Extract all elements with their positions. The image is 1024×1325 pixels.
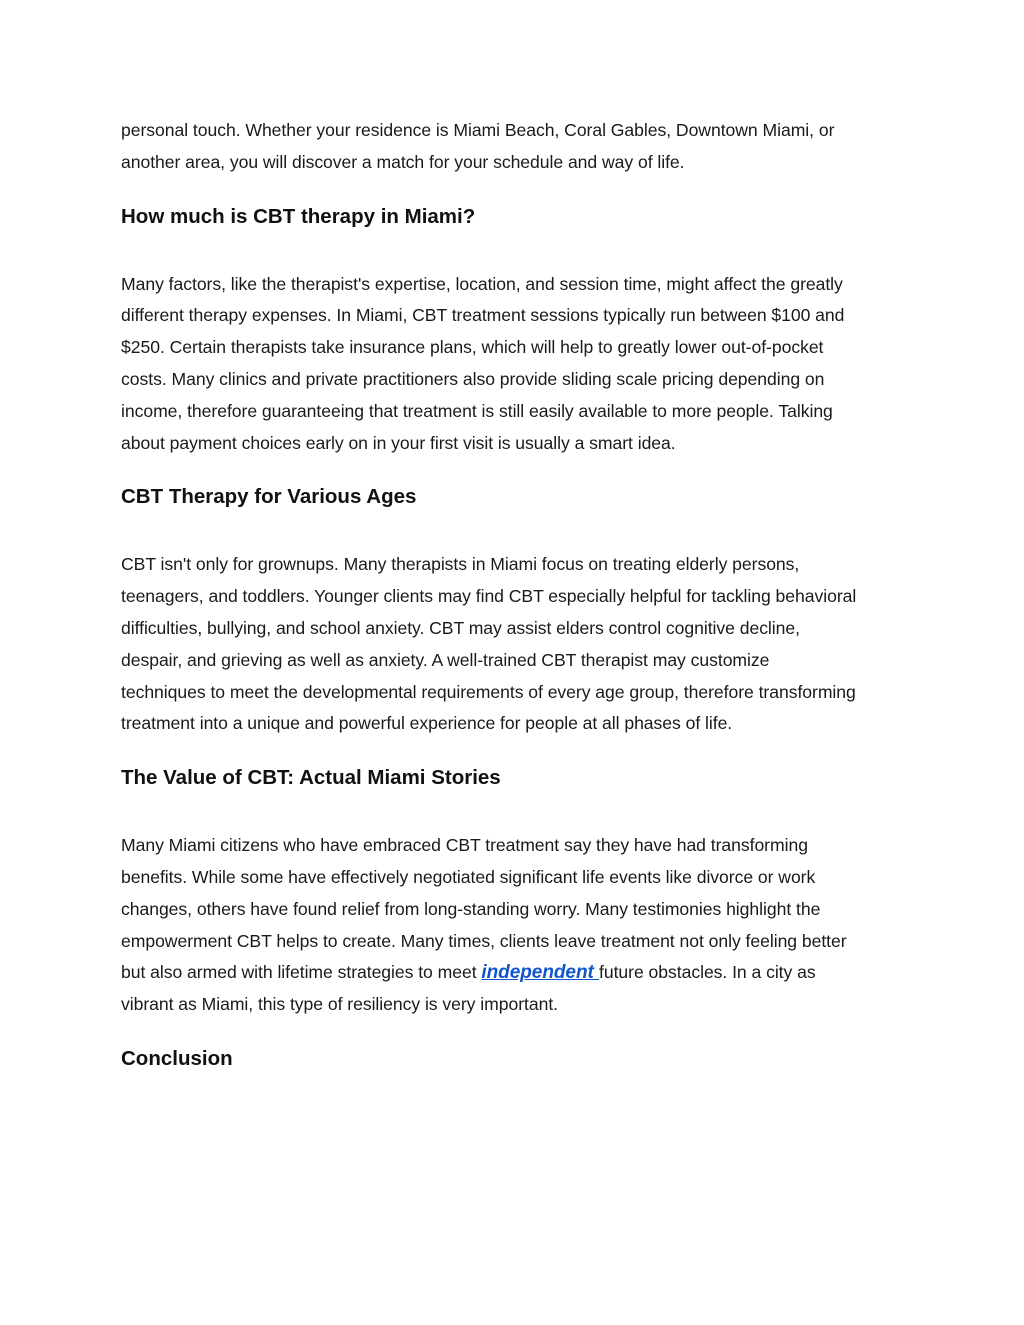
text-line: changes, others have found relief from long-standing worry. Many testimonies highlight the	[121, 898, 821, 919]
text-line: vibrant as Miami, this type of resiliency is very important.	[121, 994, 558, 1015]
section-heading-stories: The Value of CBT: Actual Miami Stories	[121, 766, 501, 790]
intro-paragraph	[121, 115, 911, 179]
section-heading-ages: CBT Therapy for Various Ages	[121, 485, 417, 509]
section-paragraph-cost	[121, 269, 911, 460]
text-line: CBT isn't only for grownups. Many therapists in Miami focus on treating elderly persons,	[121, 554, 800, 575]
section-heading-conclusion: Conclusion	[121, 1046, 233, 1070]
section-paragraph-stories	[121, 830, 911, 1021]
document-page	[121, 115, 911, 1073]
text-line: treatment into a unique and powerful experience for people at all phases of life.	[121, 713, 733, 734]
text-line: despair, and grieving as well as anxiety. A well-trained CBT therapist may customize	[121, 649, 770, 670]
text-line: $250. Certain therapists take insurance plans, which will help to greatly lower out-of-pocket	[121, 337, 824, 358]
text-line: difficulties, bullying, and school anxiety. CBT may assist elders control cognitive decline,	[121, 617, 800, 638]
text-line: another area, you will discover a match for your schedule and way of life.	[121, 151, 685, 172]
text-line: Many factors, like the therapist's expertise, location, and session time, might affect the greatly	[121, 273, 843, 294]
text-line: income, therefore guaranteeing that treatment is still easily available to more people. Talking	[121, 400, 833, 421]
link-line-after: future obstacles. In a city as	[599, 962, 816, 983]
text-line: techniques to meet the developmental requirements of every age group, therefore transforming	[121, 681, 856, 702]
text-line: personal touch. Whether your residence is Miami Beach, Coral Gables, Downtown Miami, or	[121, 120, 835, 140]
text-line: Many Miami citizens who have embraced CBT treatment say they have had transforming	[121, 835, 808, 856]
text-line: about payment choices early on in your first visit is usually a smart idea.	[121, 432, 676, 453]
text-line: different therapy expenses. In Miami, CBT treatment sessions typically run between $100 and	[121, 305, 845, 326]
text-line-with-link	[121, 957, 911, 989]
text-line: empowerment CBT helps to create. Many times, clients leave treatment not only feeling better	[121, 930, 847, 951]
text-line: teenagers, and toddlers. Younger clients may find CBT especially helpful for tackling behavioral	[121, 586, 857, 607]
section-heading-cost: How much is CBT therapy in Miami?	[121, 204, 476, 228]
independent-link[interactable]: independent	[481, 962, 600, 984]
text-line: costs. Many clinics and private practitioners also provide sliding scale pricing depending on	[121, 368, 825, 389]
link-line-before: but also armed with lifetime strategies to meet	[121, 962, 482, 983]
text-line: benefits. While some have effectively negotiated significant life events like divorce or work	[121, 866, 816, 887]
section-paragraph-ages	[121, 549, 911, 740]
